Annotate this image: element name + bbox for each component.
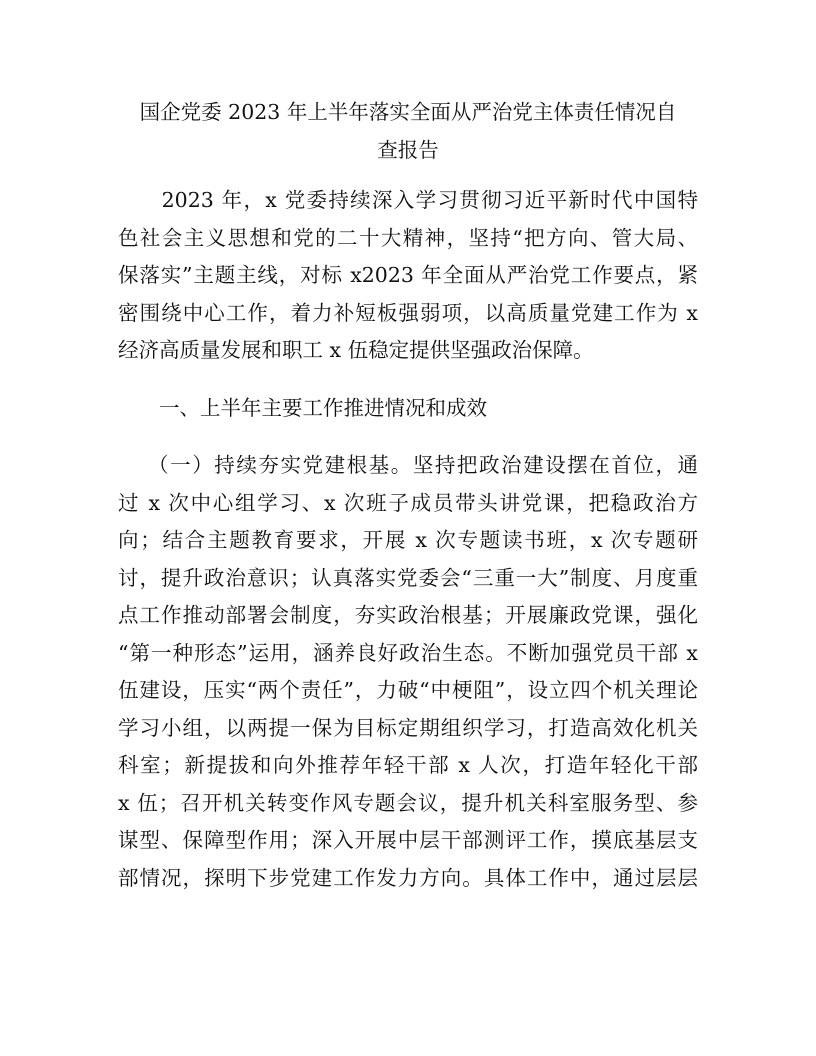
- document-title-line-1: 国企党委 2023 年上半年落实全面从严治党主体责任情况自: [139, 100, 677, 124]
- text-line: 科室；新提拔和向外推荐年轻干部 x 人次，打造年轻化干部: [118, 753, 698, 777]
- text-line: 2023 年，x 党委持续深入学习贯彻习近平新时代中国特: [118, 188, 698, 212]
- text-line: “第一种形态”运用，涵养良好政治生态。不断加强党员干部 x: [118, 641, 698, 665]
- document-title-line-2: 查报告: [377, 138, 439, 162]
- text-line: 密围绕中心工作，着力补短板强弱项，以高质量党建工作为 x: [118, 301, 698, 325]
- text-line: 谋型、保障型作用；深入开展中层干部测评工作，摸底基层支: [118, 828, 698, 852]
- text-line: 伍建设，压实“两个责任”，力破“中梗阻”，设立四个机关理论: [118, 678, 698, 702]
- text-line: 经济高质量发展和职工 x 伍稳定提供坚强政治保障。: [118, 338, 594, 362]
- text-line: 点工作推动部署会制度，夯实政治根基；开展廉政党课，强化: [118, 603, 698, 627]
- text-line: x 伍；召开机关转变作风专题会议，提升机关科室服务型、参: [118, 791, 698, 815]
- text-line: 学习小组，以两提一保为目标定期组织学习，打造高效化机关: [118, 716, 698, 740]
- text-line: 向；结合主题教育要求，开展 x 次专题读书班，x 次专题研: [118, 528, 698, 552]
- text-line: （一）持续夯实党建根基。坚持把政治建设摆在首位，通: [118, 453, 698, 477]
- text-line: 部情况，探明下步党建工作发力方向。具体工作中，通过层层: [118, 866, 698, 890]
- text-line: 过 x 次中心组学习、x 次班子成员带头讲党课，把稳政治方: [118, 491, 698, 515]
- section-heading-text: 一、上半年主要工作推进情况和成效: [118, 396, 487, 420]
- text-line: 色社会主义思想和党的二十大精神，坚持“把方向、管大局、: [118, 226, 698, 250]
- text-line: 保落实”主题主线，对标 x2023 年全面从严治党工作要点，紧: [118, 263, 698, 287]
- text-line: 讨，提升政治意识；认真落实党委会“三重一大”制度、月度重: [118, 566, 698, 590]
